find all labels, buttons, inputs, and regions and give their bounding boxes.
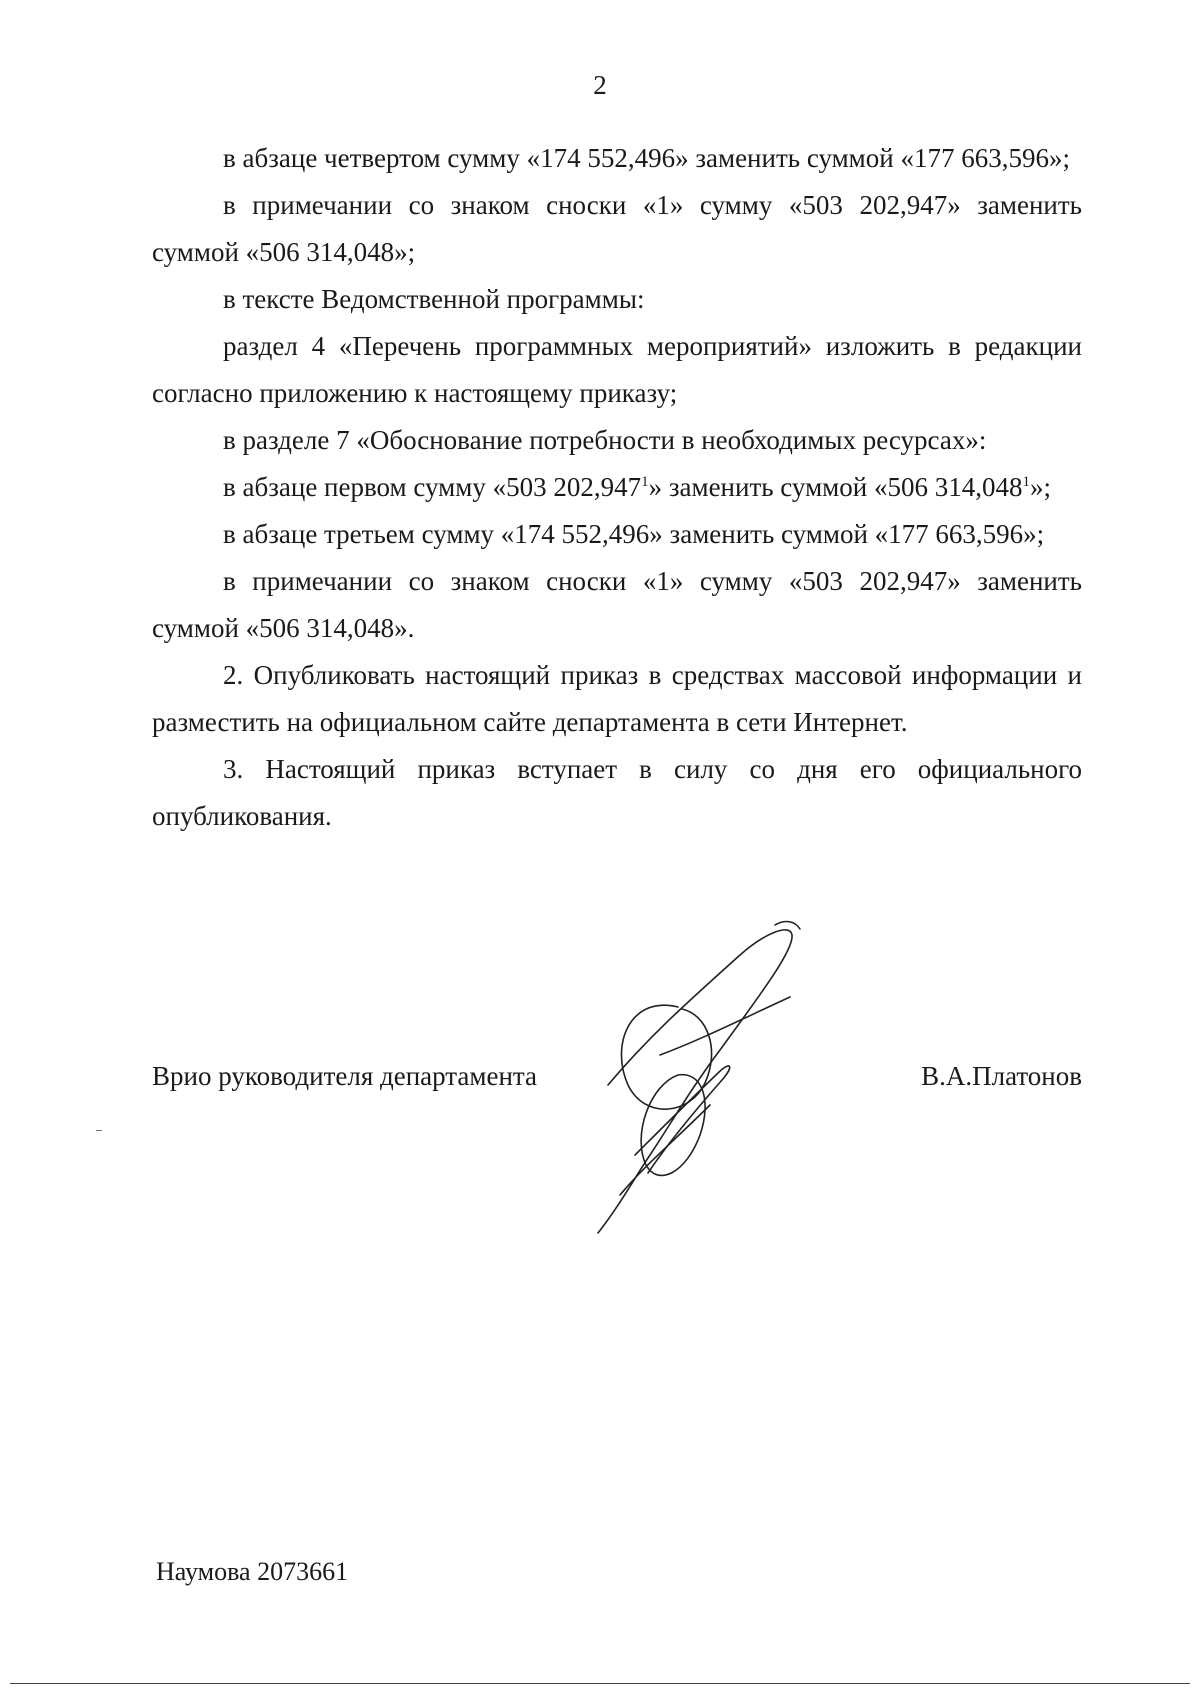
page-number: 2 (593, 70, 607, 100)
signature-stroke-cross (660, 997, 790, 1055)
signature-block (152, 1059, 1082, 1099)
paragraph-7: в абзаце третьем сумму «174 552,496» заменить суммой «177 663,596»; (223, 519, 1045, 549)
footnote-mark: 1 (641, 474, 649, 490)
bottom-divider (10, 1683, 1190, 1684)
signature-stroke-flourish (775, 922, 800, 929)
signatory-name: В.А.Платонов (921, 1061, 1082, 1091)
paragraph-1: в абзаце четвертом сумму «174 552,496» заменить суммой «177 663,596»; (223, 143, 1070, 173)
paragraph-10: 3. Настоящий приказ вступает в силу со дня его официального опубликования. (152, 754, 1082, 831)
signatory-position: Врио руководителя департамента (152, 1061, 538, 1091)
paragraph-6 (152, 464, 1082, 511)
footnote-mark: 1 (1022, 474, 1030, 490)
margin-mark (96, 1130, 102, 1131)
paragraph-4: раздел 4 «Перечень программных мероприятий» изложить в редакции согласно приложению к настоящему приказу; (152, 331, 1082, 408)
document-body (152, 135, 1082, 840)
paragraph-2: в примечании со знаком сноски «1» сумму «503 202,947» заменить суммой «506 314,048»; (152, 190, 1082, 267)
paragraph-9: 2. Опубликовать настоящий приказ в средствах массовой информации и разместить на официальном сайте департамента в сети Интернет. (152, 660, 1082, 737)
paragraph-5: в разделе 7 «Обоснование потребности в необходимых ресурсах»: (223, 425, 987, 455)
paragraph-3: в тексте Ведомственной программы: (223, 284, 645, 314)
paragraph-6-part-b: » заменить суммой «506 314,048 (648, 472, 1023, 502)
paragraph-8: в примечании со знаком сноски «1» сумму «503 202,947» заменить суммой «506 314,048». (152, 566, 1082, 643)
executor-info: Наумова 2073661 (156, 1557, 349, 1586)
paragraph-6-part-c: »; (1029, 472, 1051, 502)
paragraph-6-part-a: в абзаце первом сумму «503 202,947 (223, 472, 642, 502)
